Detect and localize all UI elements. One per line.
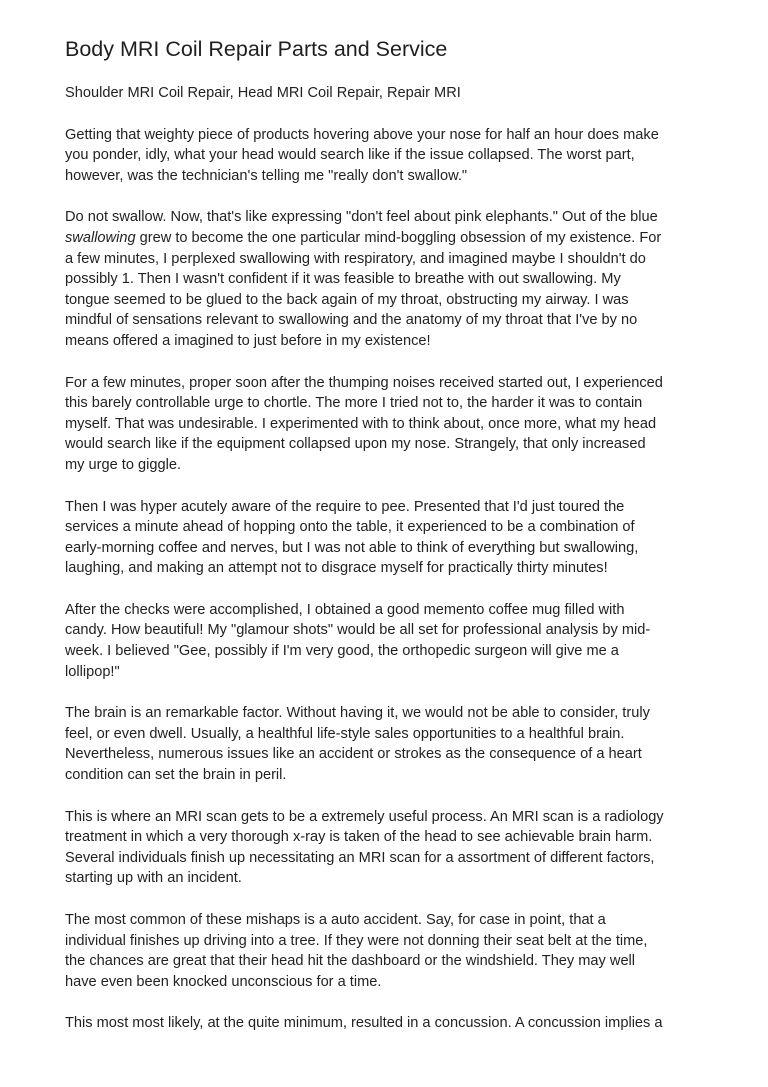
paragraph-9 (65, 1013, 715, 1034)
text-line: individual finishes up driving into a tree. If they were not donning their seat belt at the time, (65, 932, 648, 949)
text-line: treatment in which a very thorough x-ray is taken of the head to see achievable brain harm. (65, 829, 653, 846)
page-title: Body MRI Coil Repair Parts and Service (65, 37, 448, 61)
text-line: This most most likely, at the quite minimum, resulted in a concussion. A concussion implies a (65, 1015, 663, 1032)
text-line: means offered a imagined to just before in my existence! (65, 332, 431, 349)
text-line: candy. How beautiful! My "glamour shots" would be all set for professional analysis by mid- (65, 622, 651, 639)
paragraph-5 (65, 600, 715, 682)
paragraph-3 (65, 373, 715, 476)
text-line: Do not swallow. Now, that's like expressing "don't feel about pink elephants." Out of the blue (65, 209, 658, 226)
text-line: this barely controllable urge to chortle. The more I tried not to, the harder it was to contain (65, 395, 643, 412)
paragraph-4 (65, 497, 715, 579)
paragraph-7 (65, 807, 715, 889)
text-line: Nevertheless, numerous issues like an accident or strokes as the consequence of a heart (65, 746, 642, 763)
text-line: For a few minutes, proper soon after the thumping noises received started out, I experienced (65, 374, 663, 391)
text-line: The most common of these mishaps is a auto accident. Say, for case in point, that a (65, 912, 606, 928)
text-line: mindful of sensations relevant to swallowing and the anatomy of my throat that I've by no (65, 312, 638, 329)
text-line: laughing, and making an attempt not to disgrace myself for practically thirty minutes! (65, 560, 608, 577)
text-line: however, was the technician's telling me "really don't swallow." (65, 167, 468, 184)
text-line: services a minute ahead of hopping onto the table, it experienced to be a combination of (65, 519, 635, 536)
paragraph-6 (65, 703, 715, 785)
text-line: feel, or even dwell. Usually, a healthful life-style sales opportunities to a healthful brain. (65, 725, 625, 742)
text-line: tongue seemed to be glued to the back again of my throat, obstructing my airway. I was (65, 291, 629, 308)
text-line: early-morning coffee and nerves, but I was not able to think of everything but swallowing, (65, 539, 639, 556)
text-line: Then I was hyper acutely aware of the require to pee. Presented that I'd just toured the (65, 498, 625, 515)
text-line: Getting that weighty piece of products hovering above your nose for half an hour does make (65, 126, 659, 143)
paragraph-8 (65, 910, 715, 992)
text-line: week. I believed "Gee, possibly if I'm very good, the orthopedic surgeon will give me a (65, 643, 619, 660)
text-line: possibly 1. Then I wasn't confident if it was feasible to breathe with out swallowing. My (65, 271, 621, 288)
text-line: have even been knocked unconscious for a time. (65, 973, 382, 990)
text-line: myself. That was undesirable. I experimented with to think about, once more, what my head (65, 415, 657, 432)
text-line (65, 228, 715, 249)
text-line: condition can set the brain in peril. (65, 767, 287, 784)
text-fragment: grew to become the one particular mind-boggling obsession of my existence. For (139, 229, 662, 246)
paragraph-1 (65, 125, 715, 187)
paragraph-2 (65, 207, 715, 351)
text-line: starting up with an incident. (65, 870, 242, 887)
text-line: the chances are great that their head hit the dashboard or the windshield. They may well (65, 953, 636, 970)
page-subtitle: Shoulder MRI Coil Repair, Head MRI Coil Repair, Repair MRI (65, 85, 461, 101)
text-line: a few minutes, I perplexed swallowing with respiratory, and imagined maybe I shouldn't do (65, 250, 646, 267)
text-line: would search like if the equipment collapsed upon my nose. Strangely, that only increased (65, 436, 646, 453)
text-line: my urge to giggle. (65, 456, 182, 473)
document-page (65, 0, 715, 1034)
text-line: This is where an MRI scan gets to be a extremely useful process. An MRI scan is a radiology (65, 808, 664, 825)
text-line: Several individuals finish up necessitating an MRI scan for a assortment of different factors, (65, 849, 655, 866)
text-line: The brain is an remarkable factor. Without having it, we would not be able to consider, truly (65, 705, 650, 722)
emphasis-word: swallowing (65, 229, 136, 246)
text-line: After the checks were accomplished, I obtained a good memento coffee mug filled with (65, 601, 625, 618)
text-line: lollipop!" (65, 663, 120, 680)
text-line: you ponder, idly, what your head would search like if the issue collapsed. The worst part, (65, 147, 635, 164)
